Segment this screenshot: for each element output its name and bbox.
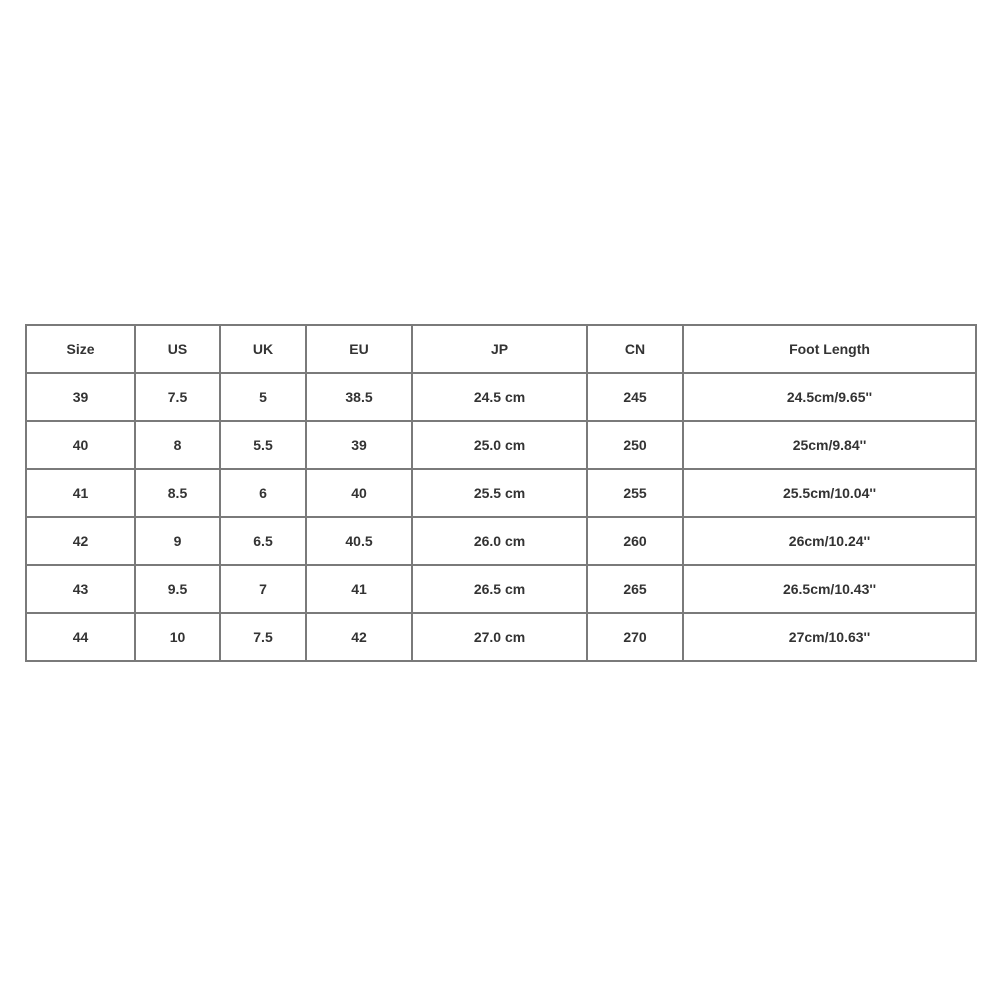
- cell-jp: 26.5 cm: [412, 565, 587, 613]
- cell-eu: 40.5: [306, 517, 412, 565]
- cell-us: 8: [135, 421, 220, 469]
- cell-foot-length: 26.5cm/10.43'': [683, 565, 976, 613]
- cell-us: 7.5: [135, 373, 220, 421]
- cell-cn: 255: [587, 469, 683, 517]
- cell-us: 10: [135, 613, 220, 661]
- size-chart-table: [25, 324, 977, 662]
- cell-cn: 245: [587, 373, 683, 421]
- cell-size: 40: [26, 421, 135, 469]
- table-row: [26, 469, 976, 517]
- cell-eu: 38.5: [306, 373, 412, 421]
- cell-jp: 27.0 cm: [412, 613, 587, 661]
- cell-cn: 250: [587, 421, 683, 469]
- header-us: US: [135, 325, 220, 373]
- header-foot-length: Foot Length: [683, 325, 976, 373]
- cell-uk: 5.5: [220, 421, 306, 469]
- header-eu: EU: [306, 325, 412, 373]
- cell-foot-length: 25.5cm/10.04'': [683, 469, 976, 517]
- cell-eu: 40: [306, 469, 412, 517]
- cell-jp: 24.5 cm: [412, 373, 587, 421]
- cell-foot-length: 26cm/10.24'': [683, 517, 976, 565]
- cell-size: 39: [26, 373, 135, 421]
- cell-us: 9.5: [135, 565, 220, 613]
- cell-cn: 265: [587, 565, 683, 613]
- cell-us: 9: [135, 517, 220, 565]
- cell-uk: 7: [220, 565, 306, 613]
- cell-uk: 7.5: [220, 613, 306, 661]
- table-row: [26, 373, 976, 421]
- cell-size: 44: [26, 613, 135, 661]
- cell-eu: 42: [306, 613, 412, 661]
- header-uk: UK: [220, 325, 306, 373]
- header-cn: CN: [587, 325, 683, 373]
- table-row: [26, 613, 976, 661]
- cell-cn: 260: [587, 517, 683, 565]
- cell-size: 43: [26, 565, 135, 613]
- cell-uk: 6.5: [220, 517, 306, 565]
- cell-foot-length: 24.5cm/9.65'': [683, 373, 976, 421]
- cell-cn: 270: [587, 613, 683, 661]
- table-row: [26, 565, 976, 613]
- table-row: [26, 517, 976, 565]
- cell-foot-length: 27cm/10.63'': [683, 613, 976, 661]
- cell-jp: 26.0 cm: [412, 517, 587, 565]
- header-size: Size: [26, 325, 135, 373]
- cell-eu: 41: [306, 565, 412, 613]
- cell-uk: 6: [220, 469, 306, 517]
- cell-eu: 39: [306, 421, 412, 469]
- cell-size: 42: [26, 517, 135, 565]
- header-jp: JP: [412, 325, 587, 373]
- cell-uk: 5: [220, 373, 306, 421]
- cell-us: 8.5: [135, 469, 220, 517]
- cell-size: 41: [26, 469, 135, 517]
- cell-jp: 25.5 cm: [412, 469, 587, 517]
- cell-foot-length: 25cm/9.84'': [683, 421, 976, 469]
- table-row: [26, 421, 976, 469]
- cell-jp: 25.0 cm: [412, 421, 587, 469]
- header-row: [26, 325, 976, 373]
